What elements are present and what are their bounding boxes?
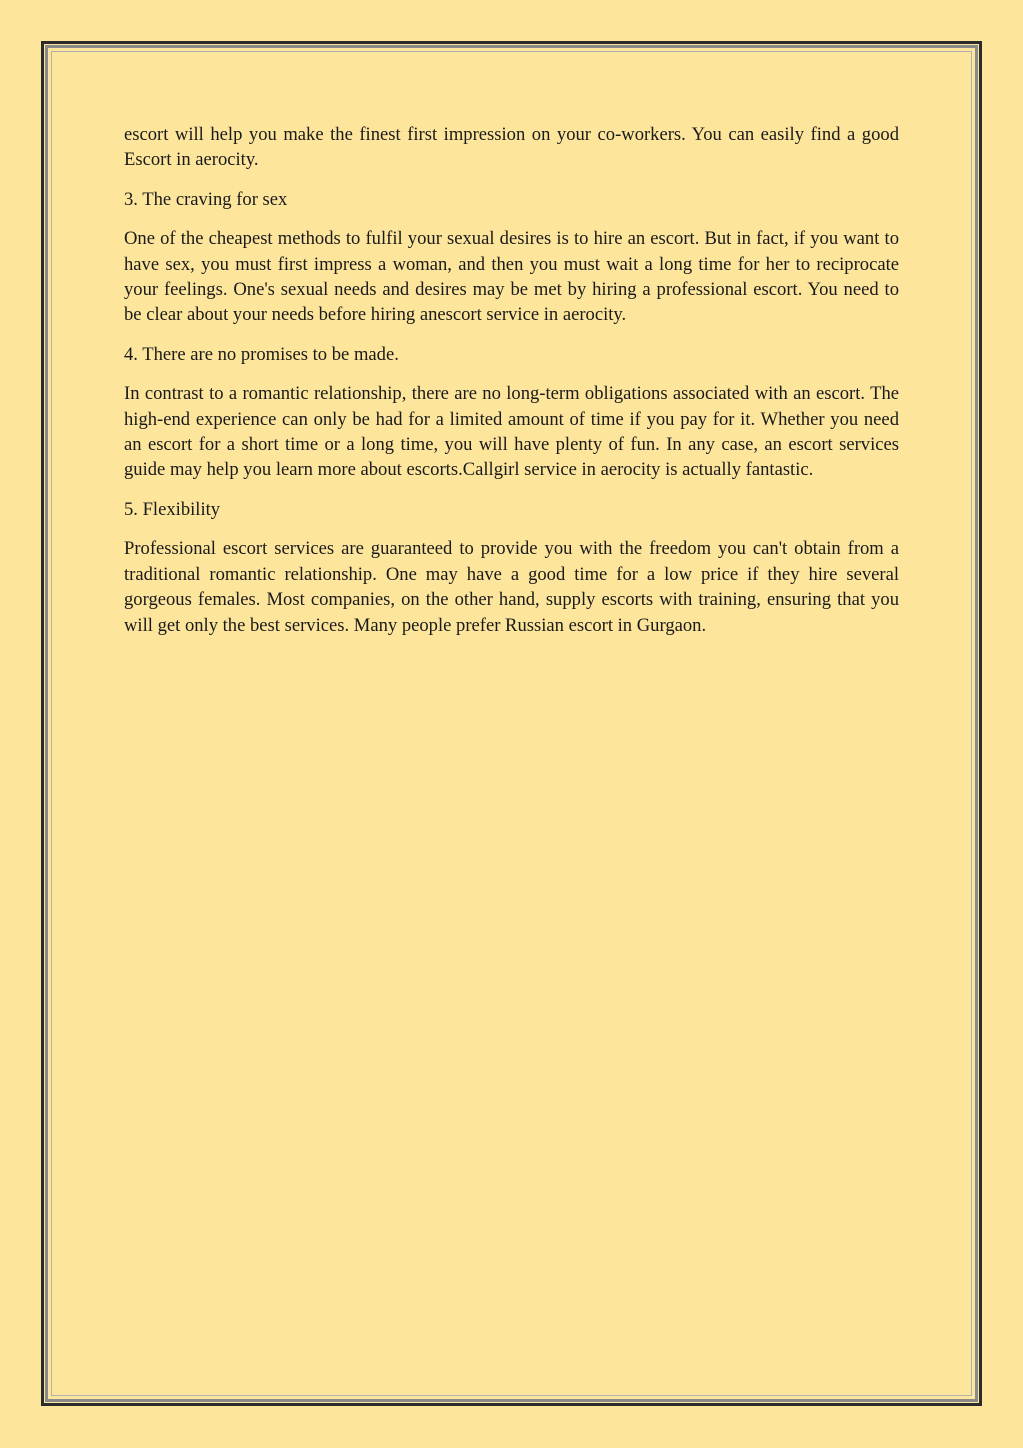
document-body [124,122,899,652]
heading-craving-for-sex: 3. The craving for sex [124,188,288,210]
heading-no-promises: 4. There are no promises to be made. [124,343,399,365]
heading-flexibility: 5. Flexibility [124,498,221,520]
paragraph-intro: escort will help you make the finest first impression on your co-workers. You can easily find a good Escort in aerocity. [124,124,899,171]
paragraph-flexibility: Professional escort services are guaranteed to provide you with the freedom you can't obtain from a traditional romantic relationship. One may have a good time for a low price if they hire several gorgeous females. Most companies, on the other hand, supply escorts with training, ensuring that you will get only the best services. Many people prefer Russian escort in Gurgaon. [124,538,899,636]
paragraph-no-promises: In contrast to a romantic relationship, there are no long-term obligations associated with an escort. The high-end experience can only be had for a limited amount of time if you pay for it. Whether you need an escort for a short time or a long time, you will have plenty of fun. In any case, an escort services guide may help you learn more about escorts.Callgirl service in aerocity is actually fantastic. [124,383,899,481]
paragraph-craving-for-sex: One of the cheapest methods to fulfil your sexual desires is to hire an escort. But in fact, if you want to have sex, you must first impress a woman, and then you must wait a long time for her to reciprocate your feelings. One's sexual needs and desires may be met by hiring a professional escort. You need to be clear about your needs before hiring anescort service in aerocity. [124,228,899,326]
